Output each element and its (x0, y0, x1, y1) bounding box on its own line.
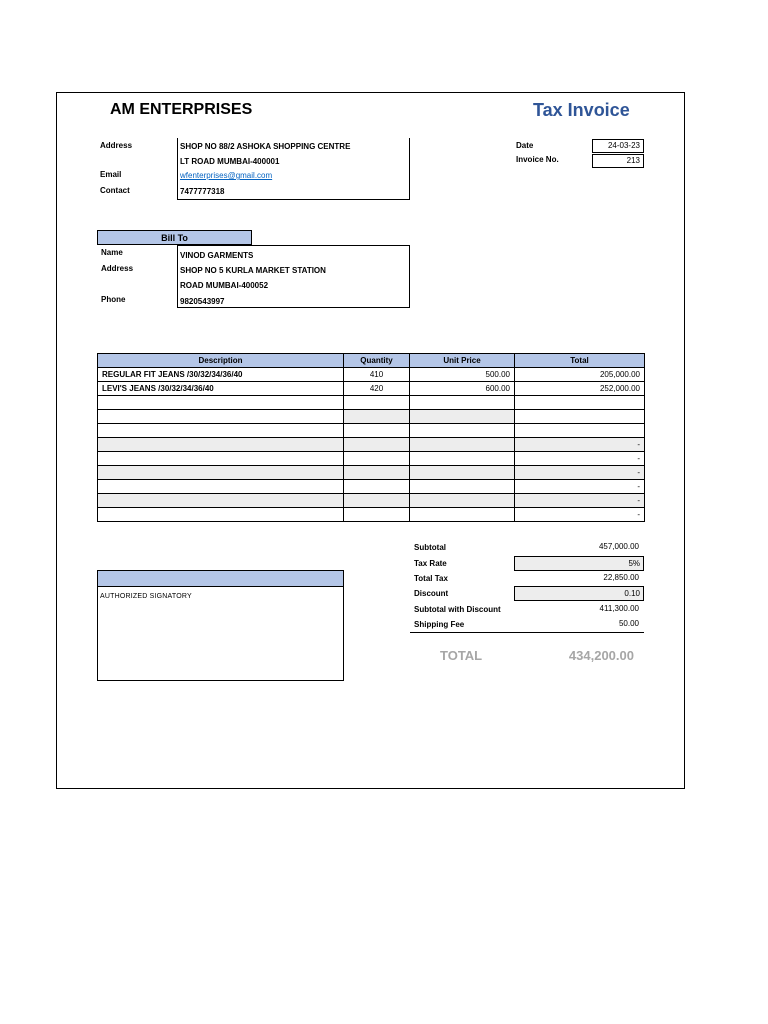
item-total: - (515, 452, 645, 466)
invoice-number-value: 213 (592, 154, 644, 168)
discount-value: 0.10 (514, 586, 644, 601)
discount-label: Discount (414, 589, 449, 598)
seller-contact: 7477777318 (180, 187, 225, 196)
item-unit-price (410, 410, 515, 424)
item-total: 205,000.00 (515, 368, 645, 382)
item-unit-price (410, 480, 515, 494)
seller-email-link[interactable]: wfenterprises@gmail.com (180, 171, 273, 180)
signature-box (97, 570, 344, 681)
bill-to-address-label: Address (101, 264, 134, 273)
item-description: REGULAR FIT JEANS /30/32/34/36/40 (98, 368, 344, 382)
item-quantity: 420 (344, 382, 410, 396)
seller-email-label: Email (100, 170, 122, 179)
table-row (98, 396, 645, 410)
item-description (98, 396, 344, 410)
bill-to-address-line1: SHOP NO 5 KURLA MARKET STATION (180, 266, 326, 275)
item-description (98, 438, 344, 452)
shipping-fee-label: Shipping Fee (414, 620, 465, 629)
item-description (98, 410, 344, 424)
total-tax-value: 22,850.00 (603, 573, 639, 582)
item-total (515, 424, 645, 438)
item-description (98, 452, 344, 466)
table-row (98, 466, 645, 480)
item-description (98, 466, 344, 480)
tax-rate-value: 5% (514, 556, 644, 571)
seller-address-label: Address (100, 141, 133, 150)
item-description (98, 508, 344, 522)
total-divider (410, 632, 644, 633)
bill-to-address-line2: ROAD MUMBAI-400052 (180, 281, 269, 290)
line-items-table (97, 353, 645, 522)
date-label: Date (516, 141, 534, 150)
column-header-unit-price: Unit Price (410, 354, 515, 368)
item-description (98, 424, 344, 438)
authorized-signatory-label: AUTHORIZED SIGNATORY (100, 593, 192, 600)
item-total (515, 410, 645, 424)
table-row (98, 494, 645, 508)
item-quantity (344, 410, 410, 424)
grand-total-label: TOTAL (440, 648, 483, 663)
item-unit-price (410, 452, 515, 466)
column-header-quantity: Quantity (344, 354, 410, 368)
item-unit-price (410, 438, 515, 452)
invoice-number-label: Invoice No. (516, 155, 559, 164)
tax-rate-label: Tax Rate (414, 559, 447, 568)
bill-to-phone: 9820543997 (180, 297, 225, 306)
subtotal-label: Subtotal (414, 543, 446, 552)
item-total: - (515, 438, 645, 452)
table-row (98, 368, 645, 382)
document-title: Tax Invoice (533, 100, 630, 120)
item-quantity (344, 466, 410, 480)
item-quantity (344, 508, 410, 522)
grand-total-value: 434,200.00 (568, 648, 634, 663)
seller-contact-label: Contact (100, 186, 130, 195)
item-total: 252,000.00 (515, 382, 645, 396)
table-row (98, 452, 645, 466)
item-quantity (344, 494, 410, 508)
date-value: 24-03-23 (592, 139, 644, 153)
table-row (98, 424, 645, 438)
subtotal-value: 457,000.00 (598, 542, 639, 551)
item-quantity (344, 452, 410, 466)
shipping-fee-value: 50.00 (618, 619, 639, 628)
table-row (98, 508, 645, 522)
item-total: - (515, 466, 645, 480)
column-header-description: Description (98, 354, 344, 368)
column-header-total: Total (515, 354, 645, 368)
item-quantity (344, 438, 410, 452)
item-unit-price: 500.00 (410, 368, 515, 382)
item-quantity (344, 480, 410, 494)
item-unit-price (410, 508, 515, 522)
table-row (98, 480, 645, 494)
item-unit-price: 600.00 (410, 382, 515, 396)
item-quantity: 410 (344, 368, 410, 382)
item-description (98, 480, 344, 494)
item-total: - (515, 494, 645, 508)
table-row (98, 382, 645, 396)
item-unit-price (410, 396, 515, 410)
item-total: - (515, 480, 645, 494)
item-quantity (344, 396, 410, 410)
subtotal-with-discount-value: 411,300.00 (599, 604, 639, 613)
bill-to-name-label: Name (101, 248, 123, 257)
item-total (515, 396, 645, 410)
company-name: AM ENTERPRISES (110, 101, 253, 118)
bill-to-name: VINOD GARMENTS (180, 251, 254, 260)
subtotal-with-discount-label: Subtotal with Discount (414, 605, 501, 614)
total-tax-label: Total Tax (414, 574, 448, 583)
signature-box-header (98, 571, 343, 587)
seller-address-line2: LT ROAD MUMBAI-400001 (180, 157, 280, 166)
bill-to-phone-label: Phone (101, 295, 126, 304)
bill-to-header: Bill To (97, 230, 252, 245)
item-unit-price (410, 424, 515, 438)
item-quantity (344, 424, 410, 438)
item-unit-price (410, 494, 515, 508)
item-unit-price (410, 466, 515, 480)
table-row (98, 410, 645, 424)
item-description (98, 494, 344, 508)
item-description: LEVI'S JEANS /30/32/34/36/40 (98, 382, 344, 396)
table-header-row (98, 354, 645, 368)
seller-address-line1: SHOP NO 88/2 ASHOKA SHOPPING CENTRE (180, 142, 351, 151)
table-row (98, 438, 645, 452)
item-total: - (515, 508, 645, 522)
